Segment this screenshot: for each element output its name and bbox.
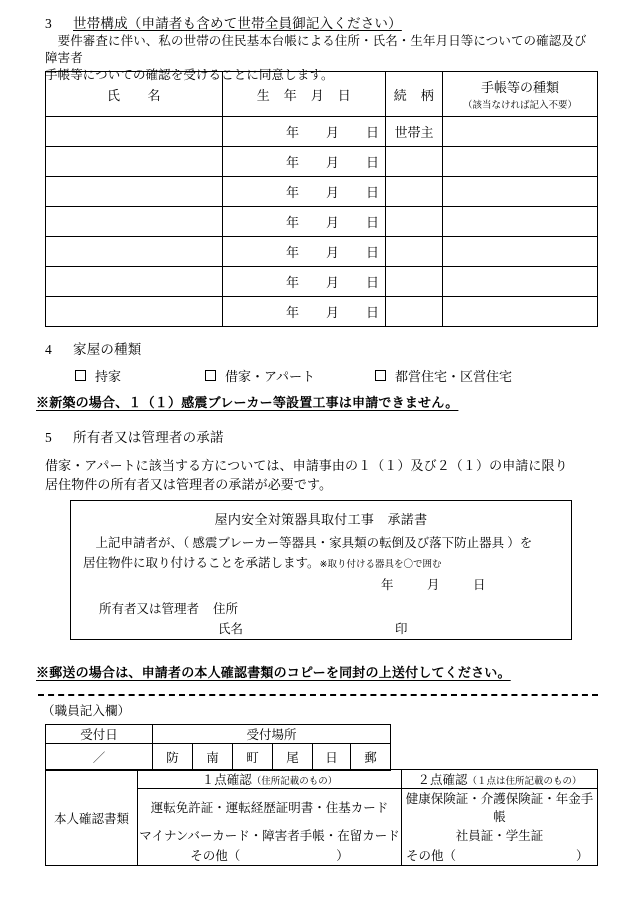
consent-box-line-2 [83, 553, 441, 571]
cell-booklet[interactable] [443, 207, 598, 237]
table-row[interactable] [46, 267, 598, 297]
cell-month: 月 [325, 155, 339, 170]
consent-text-line-1: 要件審査に伴い、私の世帯の住民基本台帳による住所・氏名・生年月日等についての確認及び障害者 [45, 34, 587, 65]
cell-day: 日 [365, 245, 379, 260]
option-label: 借家・アパート [225, 369, 315, 384]
option-label: 持家 [95, 369, 122, 384]
section-3-number: 3 [45, 16, 52, 31]
cell-birthdate[interactable] [223, 177, 386, 207]
consent-text-line-2: 手帳等についての確認を受けることに同意します。 [45, 68, 334, 82]
household-table [45, 71, 598, 327]
one-point-other-label: その他（ [190, 849, 241, 863]
consent-date-year: 年 [381, 578, 394, 592]
header-name [46, 72, 223, 117]
header-birthdate [223, 72, 386, 117]
cell-day: 日 [365, 185, 379, 200]
reception-date-value[interactable]: ／ [46, 744, 153, 771]
header-relation-label: 続 柄 [393, 87, 435, 103]
household-table-body [46, 117, 598, 327]
cell-day: 日 [365, 275, 379, 290]
section-5-body [45, 456, 590, 494]
cell-relation[interactable] [386, 237, 443, 267]
cell-name[interactable] [46, 207, 223, 237]
consent-seal-label: 印 [395, 622, 408, 636]
reception-place-bou[interactable]: 防 [153, 744, 193, 771]
option-owned-house[interactable] [75, 366, 121, 385]
consent-owner-row [99, 599, 238, 617]
section-3-title: 世帯構成（申請者も含めて世帯全員御記入ください） [73, 16, 402, 31]
household-table-header-row [46, 72, 598, 117]
section-5-body-line-2: 居住物件の所有者又は管理者の承諾が必要です。 [45, 477, 333, 492]
divider [38, 694, 598, 696]
table-row[interactable] [46, 237, 598, 267]
cell-month: 月 [325, 275, 339, 290]
section-5-heading [45, 426, 224, 446]
header-name-label: 氏 名 [106, 87, 161, 103]
cell-birthdate[interactable] [223, 297, 386, 327]
reception-place-minami[interactable]: 南 [193, 744, 233, 771]
cell-birthdate[interactable] [223, 267, 386, 297]
reception-date-header: 受付日 [46, 725, 153, 744]
cell-year: 年 [285, 155, 299, 170]
identity-confirmation-table [45, 769, 598, 866]
header-birthdate-label: 生 年 月 日 [256, 87, 352, 103]
reception-place-header: 受付場所 [153, 725, 391, 744]
cell-year: 年 [285, 215, 299, 230]
cell-relation[interactable] [386, 207, 443, 237]
checkbox-icon[interactable] [375, 370, 386, 381]
two-point-line-1: 健康保険証・介護保険証・年金手帳 [402, 789, 598, 826]
consent-box-title: 屋内安全対策器具取付工事 承諾書 [214, 512, 428, 527]
cell-month: 月 [325, 245, 339, 260]
cell-day: 日 [365, 215, 379, 230]
one-point-header-text: １点確認 [201, 773, 252, 787]
reception-header-row [46, 725, 391, 744]
consent-date-day: 日 [473, 578, 486, 592]
cell-year: 年 [285, 185, 299, 200]
reception-value-row[interactable] [46, 744, 391, 771]
consent-box-line-2-note: ※取り付ける器具を〇で囲む [319, 560, 442, 570]
two-point-other-label: その他（ [406, 849, 457, 863]
one-point-header [138, 770, 402, 789]
section-3-heading [45, 12, 402, 32]
cell-birthdate[interactable] [223, 207, 386, 237]
reception-place-o[interactable]: 尾 [273, 744, 313, 771]
cell-month: 月 [325, 185, 339, 200]
table-row[interactable] [46, 117, 598, 147]
checkbox-icon[interactable] [75, 370, 86, 381]
consent-box-line-2-text: 居住物件に取り付けることを承諾します。 [83, 556, 320, 570]
section-5-number: 5 [45, 430, 52, 445]
reception-place-machi[interactable]: 町 [233, 744, 273, 771]
reception-table [45, 724, 391, 771]
two-point-other-close: ） [576, 849, 589, 863]
reception-place-hi[interactable]: 日 [313, 744, 351, 771]
two-point-other[interactable] [402, 845, 598, 866]
cell-name[interactable] [46, 177, 223, 207]
two-point-header-text: ２点確認 [417, 773, 468, 787]
cell-name[interactable] [46, 147, 223, 177]
cell-booklet[interactable] [443, 237, 598, 267]
two-point-other-line[interactable] [402, 846, 597, 864]
cell-relation[interactable]: 世帯主 [386, 117, 443, 147]
section-4-number: 4 [45, 342, 52, 357]
cell-birthdate[interactable] [223, 117, 386, 147]
option-label: 都営住宅・区営住宅 [395, 369, 513, 384]
cell-booklet[interactable] [443, 267, 598, 297]
two-point-header [402, 770, 598, 789]
cell-birthdate[interactable] [223, 237, 386, 267]
cell-name[interactable] [46, 267, 223, 297]
cell-name[interactable] [46, 237, 223, 267]
one-point-line-1: 運転免許証・運転経歴証明書・住基カード [138, 789, 402, 826]
consent-name-label[interactable]: 氏名 [218, 622, 244, 636]
header-booklet-label: 手帳等の種類 [480, 80, 559, 95]
one-point-other-close: ） [336, 849, 349, 863]
cell-relation[interactable] [386, 297, 443, 327]
owner-consent-box [70, 500, 572, 640]
cell-booklet[interactable] [443, 117, 598, 147]
house-type-options [45, 366, 590, 384]
cell-relation[interactable] [386, 267, 443, 297]
consent-address-label[interactable]: 住所 [213, 602, 239, 616]
mail-notice: ※郵送の場合は、申請者の本人確認書類のコピーを同封の上送付してください。 [36, 665, 511, 680]
cell-year: 年 [285, 275, 299, 290]
cell-relation[interactable] [386, 147, 443, 177]
checkbox-icon[interactable] [205, 370, 216, 381]
header-booklet-type [443, 72, 598, 117]
two-point-header-note: （１点は住所記載のもの） [467, 777, 582, 787]
cell-booklet[interactable] [443, 177, 598, 207]
cell-booklet[interactable] [443, 297, 598, 327]
cell-name[interactable] [46, 297, 223, 327]
consent-owner-label: 所有者又は管理者 [99, 602, 200, 616]
cell-year: 年 [285, 245, 299, 260]
cell-day: 日 [365, 155, 379, 170]
identity-row-label: 本人確認書類 [46, 770, 138, 866]
staff-section-label: （職員記入欄） [42, 704, 131, 718]
consent-name-row [218, 619, 408, 637]
section-4-title: 家屋の種類 [73, 342, 142, 357]
table-row[interactable] [46, 177, 598, 207]
cell-relation[interactable] [386, 177, 443, 207]
section-4-heading [45, 338, 142, 358]
cell-month: 月 [325, 305, 339, 320]
option-public-housing[interactable] [375, 366, 512, 385]
reception-place-yuu[interactable]: 郵 [351, 744, 391, 771]
cell-day: 日 [365, 125, 379, 140]
consent-box-date-line[interactable] [381, 575, 486, 593]
new-construction-warning: ※新築の場合、１（１）感震ブレーカー等設置工事は申請できません。 [36, 395, 459, 410]
identity-header-row [46, 770, 598, 789]
table-row[interactable] [46, 207, 598, 237]
one-point-other[interactable] [138, 845, 402, 866]
header-booklet-note: （該当なければ記入不要） [462, 101, 577, 111]
cell-year: 年 [285, 305, 299, 320]
one-point-line-2: マイナンバーカード・障害者手帳・在留カード [138, 825, 402, 845]
cell-name[interactable] [46, 117, 223, 147]
two-point-line-2: 社員証・学生証 [402, 825, 598, 845]
section-5-body-line-1: 借家・アパートに該当する方については、申請事由の１（１）及び２（１）の申請に限り [45, 458, 568, 473]
cell-day: 日 [365, 305, 379, 320]
consent-date-month: 月 [427, 578, 440, 592]
table-row[interactable] [46, 147, 598, 177]
cell-birthdate[interactable] [223, 147, 386, 177]
header-relation [386, 72, 443, 117]
one-point-other-line[interactable] [138, 846, 401, 864]
section-5-title: 所有者又は管理者の承諾 [73, 430, 224, 445]
table-row[interactable] [46, 297, 598, 327]
option-rental-apartment[interactable] [205, 366, 315, 385]
cell-month: 月 [325, 215, 339, 230]
cell-booklet[interactable] [443, 147, 598, 177]
cell-month: 月 [325, 125, 339, 140]
cell-year: 年 [285, 125, 299, 140]
consent-box-line-1: 上記申請者が、（ 感震ブレーカー等器具・家具類の転倒及び落下防止器具 ）を [83, 536, 533, 550]
one-point-header-note: （住所記載のもの） [251, 777, 338, 787]
